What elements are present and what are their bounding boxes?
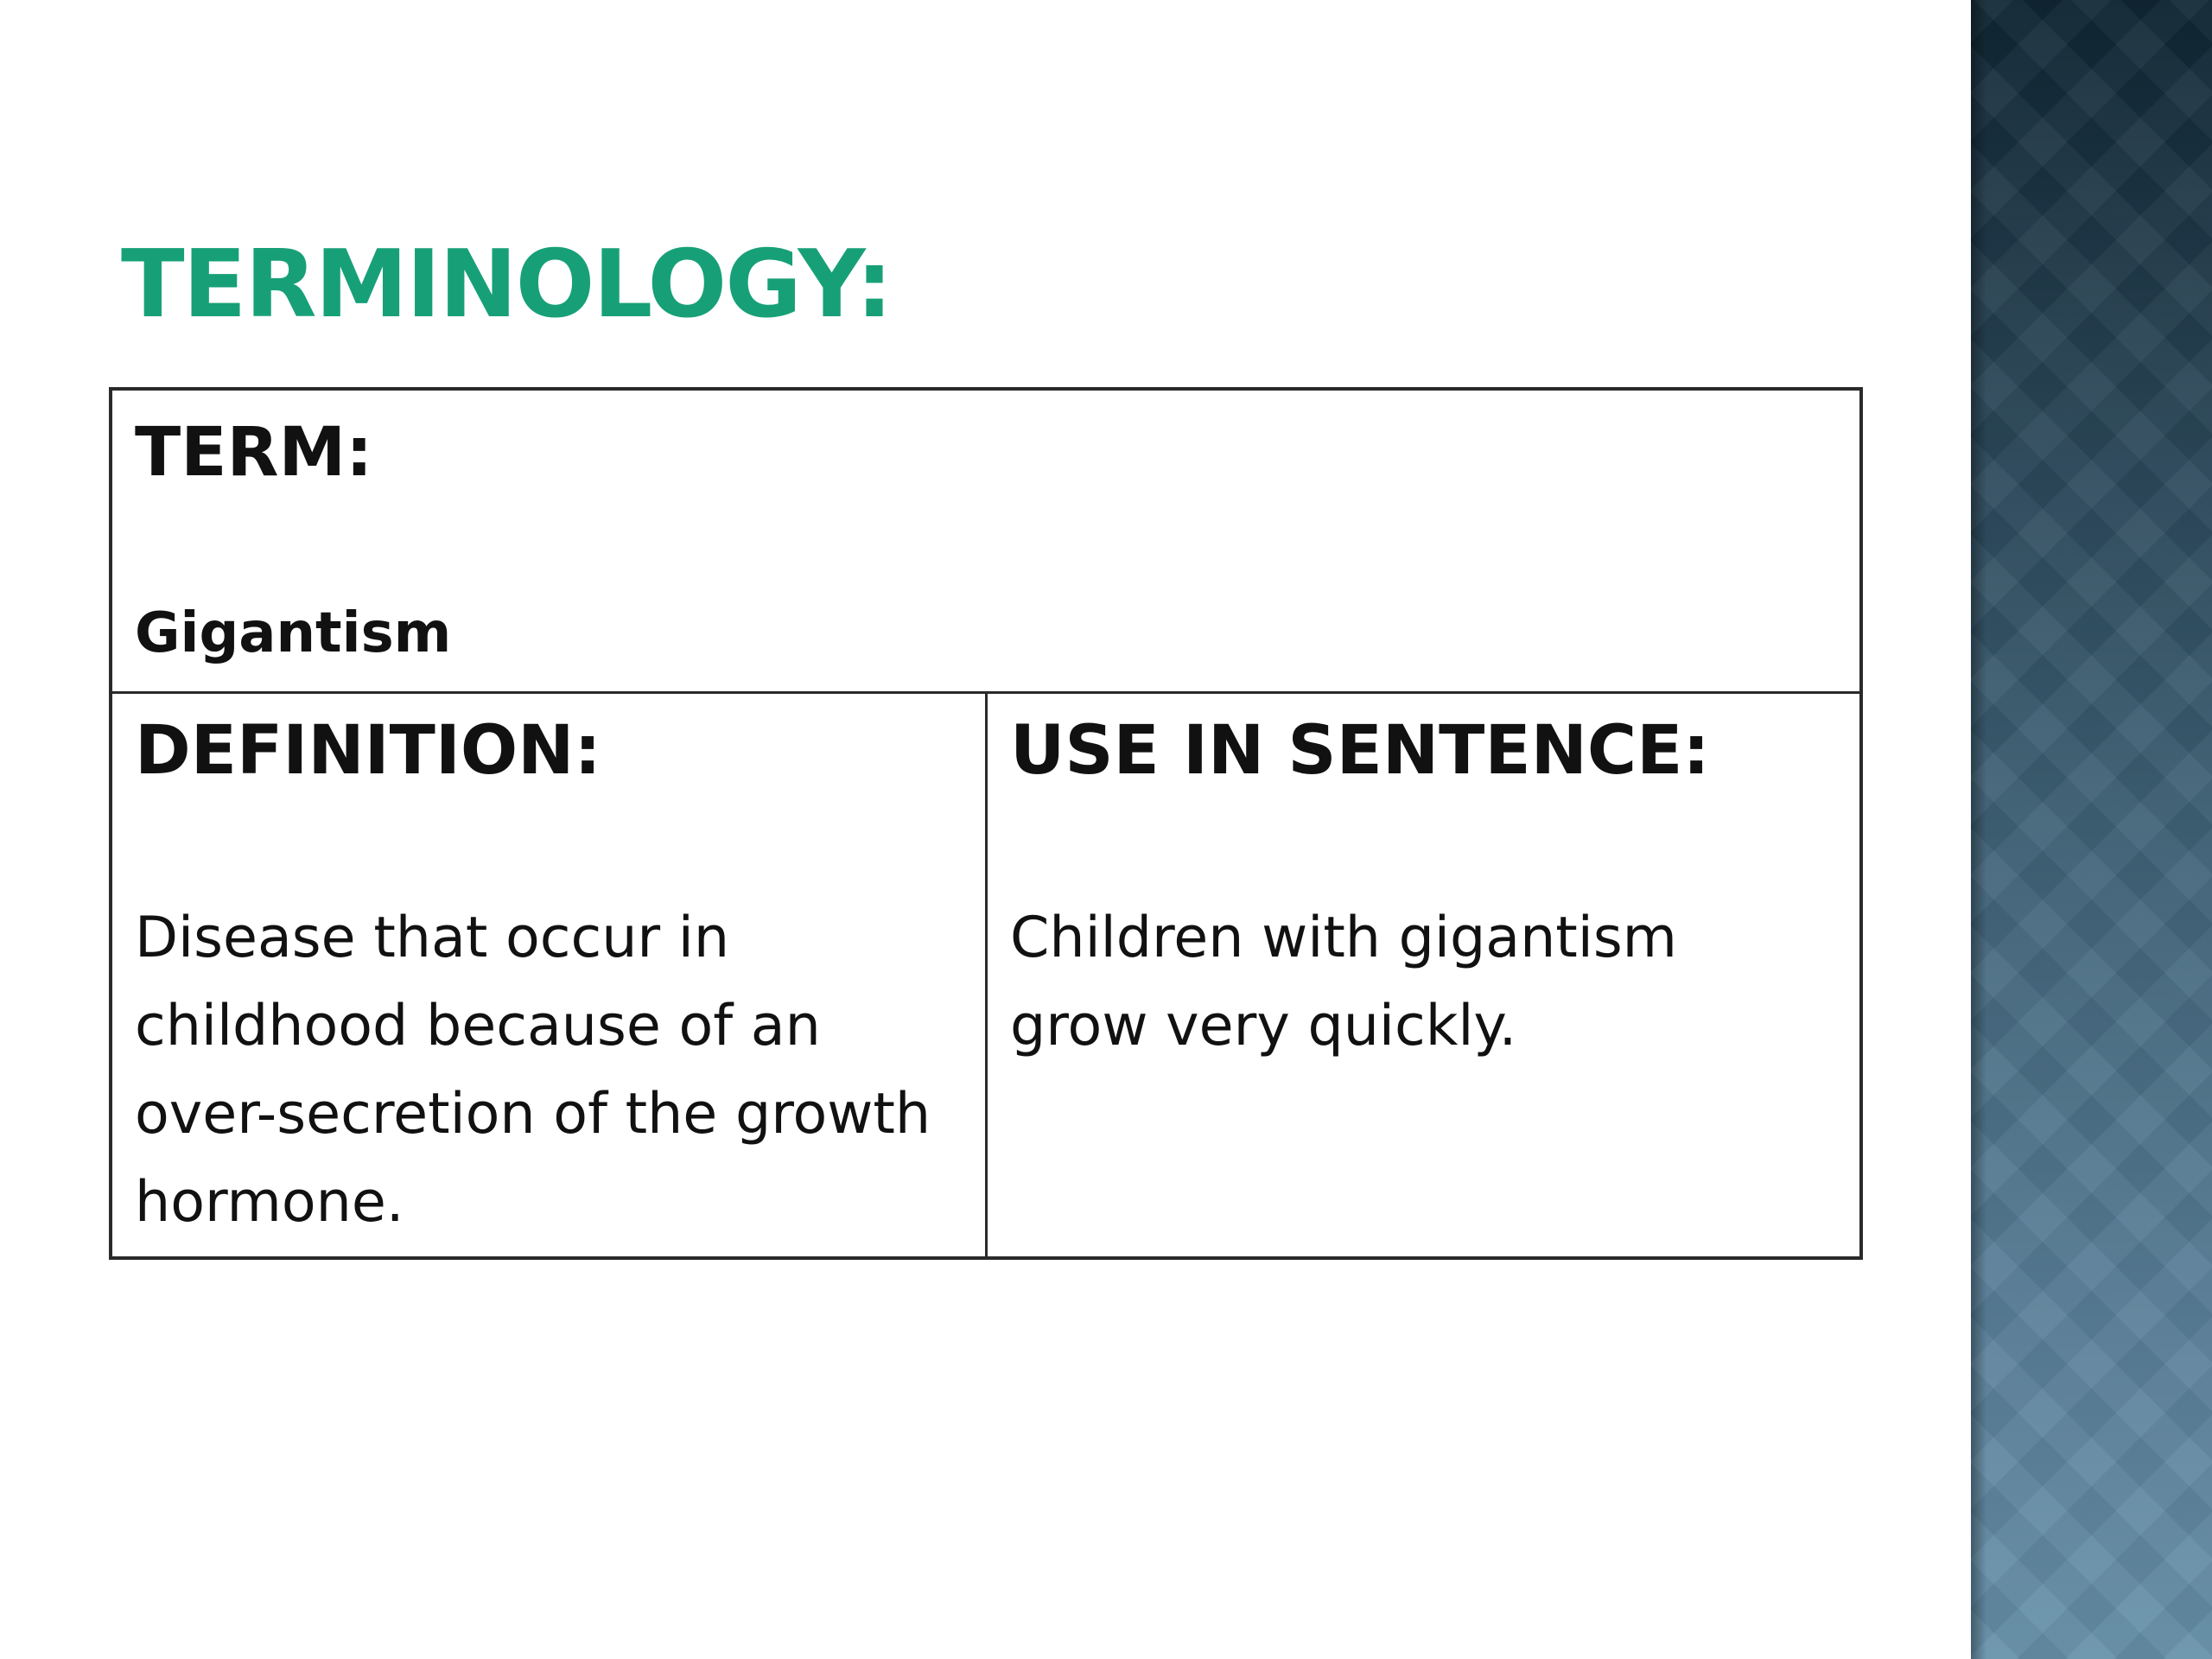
term-cell	[112, 391, 1859, 694]
sentence-heading: USE IN SENTENCE:	[1010, 712, 1710, 790]
definition-heading: DEFINITION:	[135, 712, 601, 790]
decorative-side-panel	[1971, 0, 2212, 1659]
slide-title: TERMINOLOGY:	[121, 231, 892, 339]
term-heading: TERM:	[135, 414, 373, 492]
definition-text: Disease that occur in childhood because of an over-secretion of the growth hormone.	[135, 906, 931, 1235]
terminology-table	[109, 387, 1863, 1260]
definition-cell	[112, 694, 988, 1256]
sentence-cell	[988, 694, 1859, 1256]
sentence-text: Children with gigantism grow very quickly.	[1010, 906, 1678, 1058]
term-value: Gigantism	[135, 601, 452, 665]
